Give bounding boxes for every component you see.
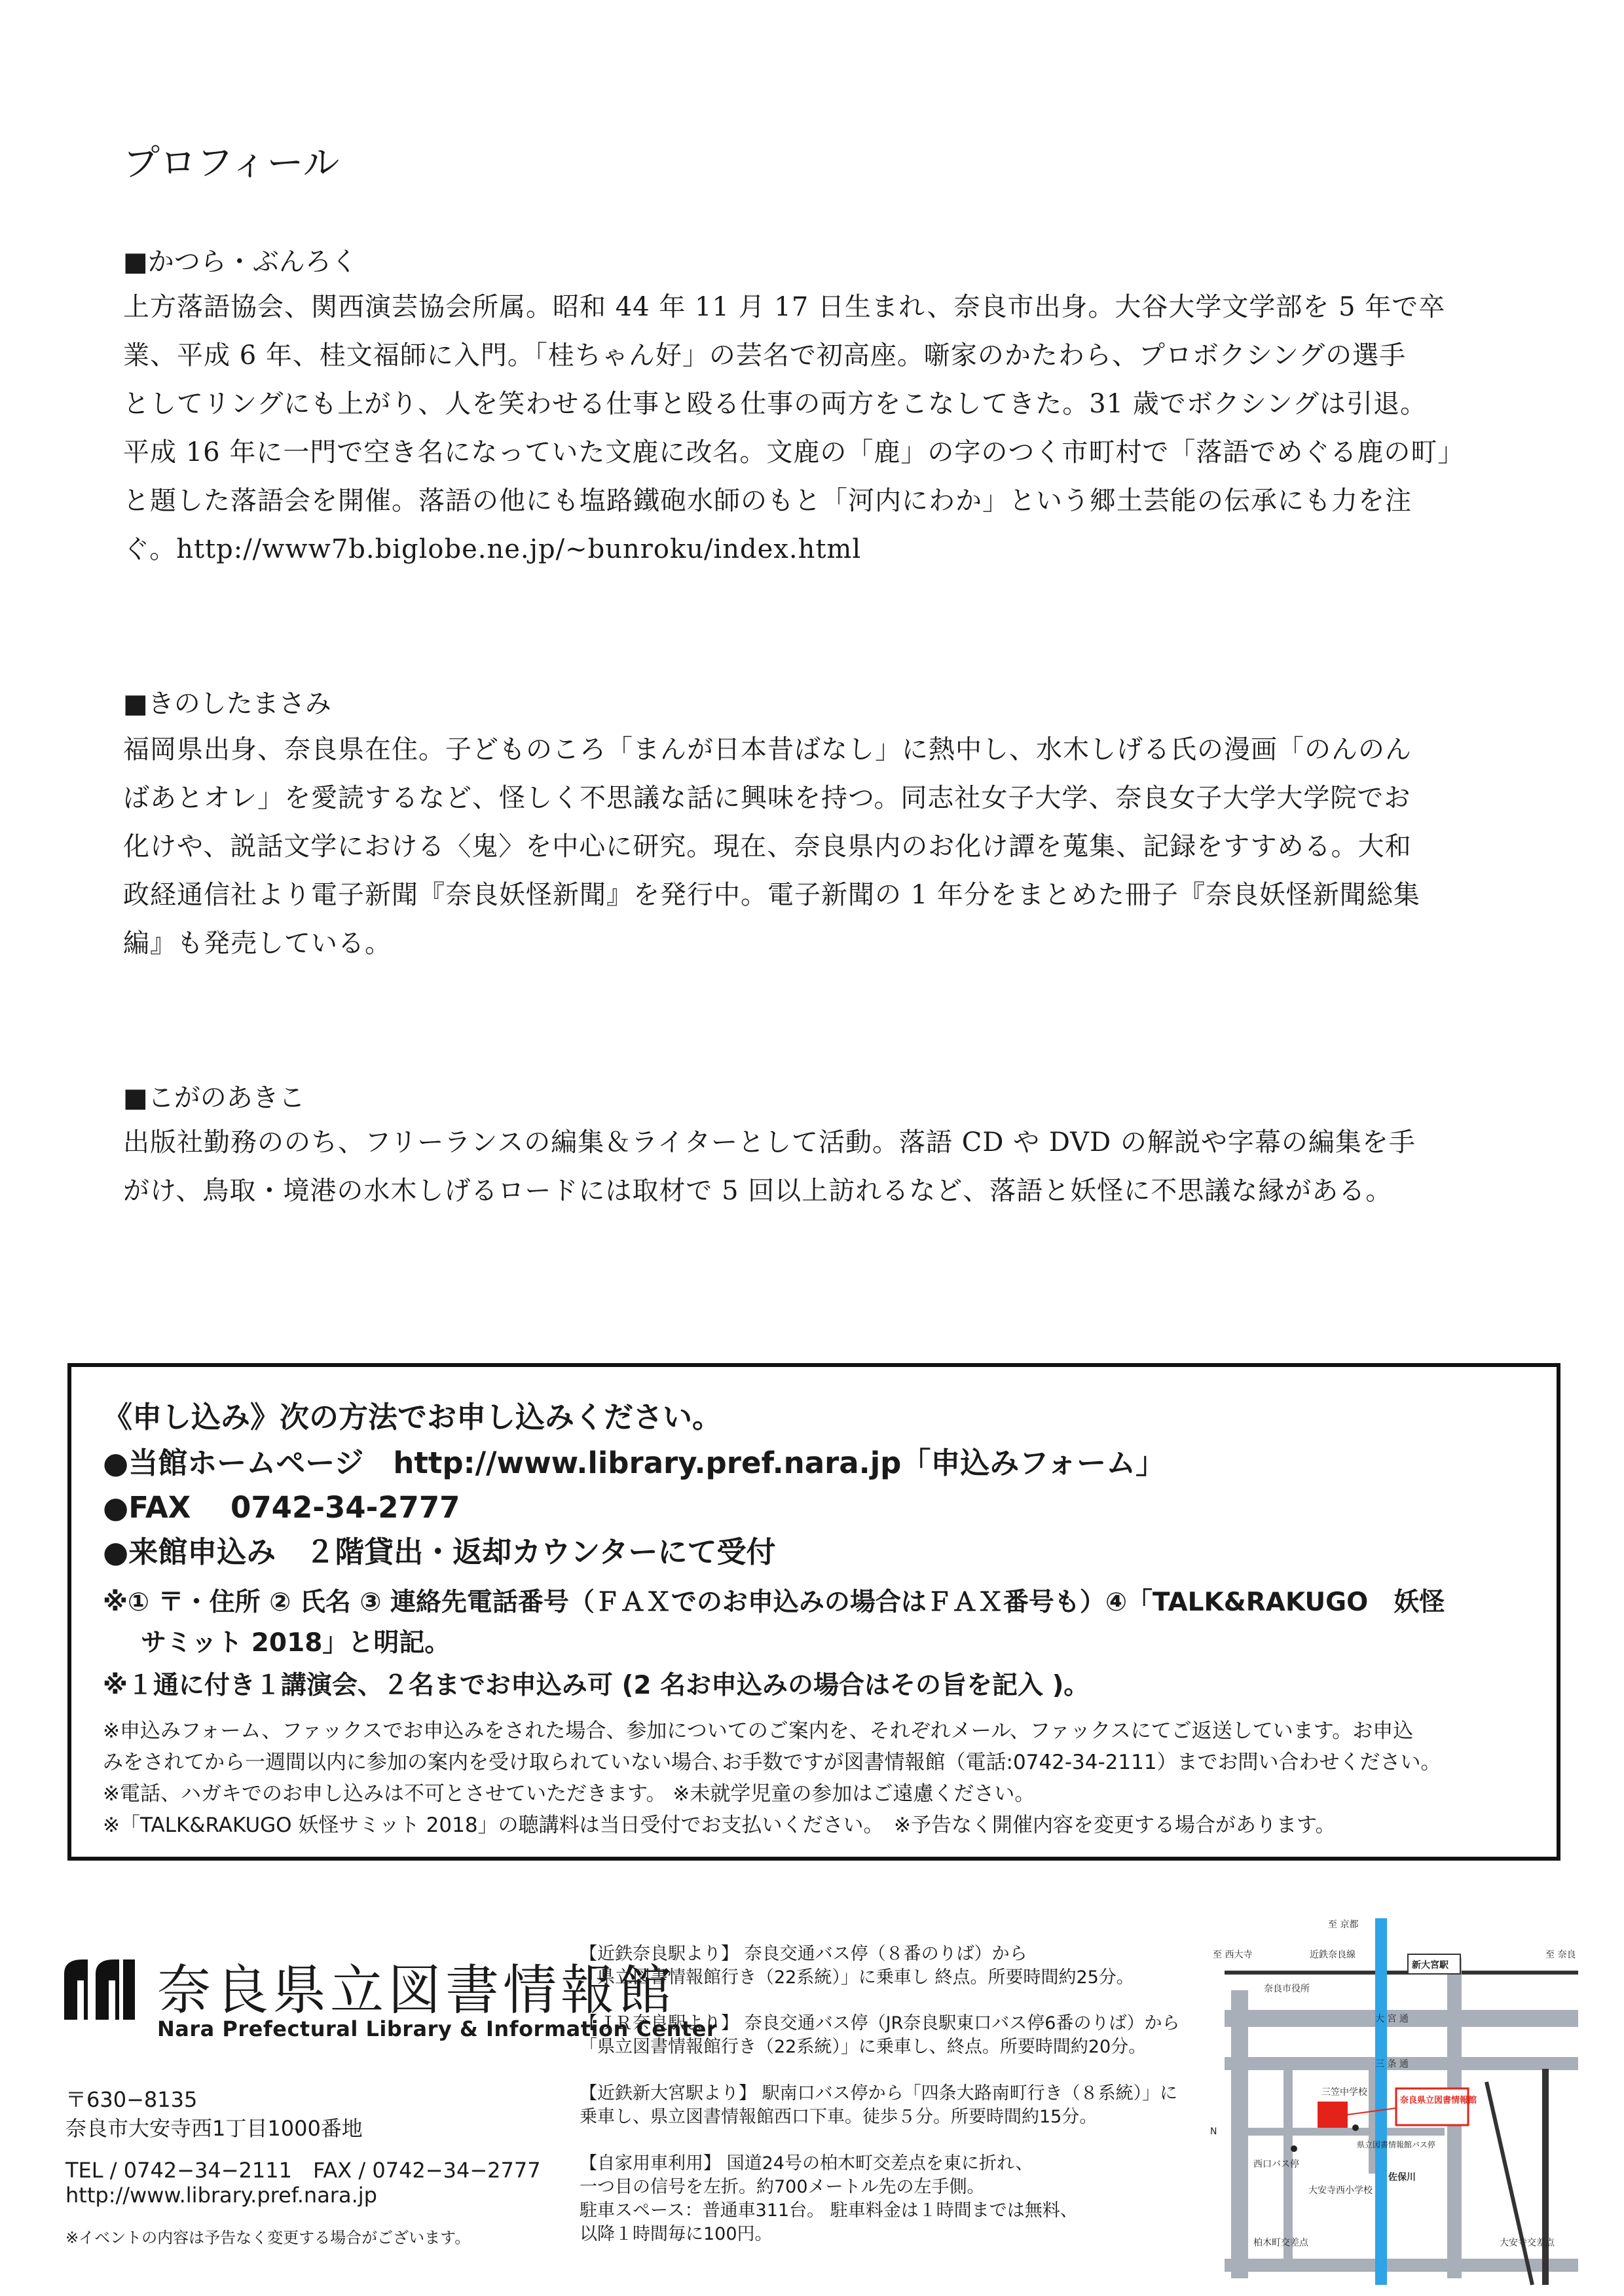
map-label: 近鉄奈良線	[1310, 1950, 1356, 1960]
access-shin-omiya	[580, 2082, 1208, 2129]
profile-body-bunroku	[123, 283, 1511, 574]
access-line: 一つ目の信号を左折。約700メートル先の左手側。	[580, 2177, 985, 2197]
access-line: 駐車スペース：普通車311台。 駐車料金は１時間までは無料、	[580, 2200, 1078, 2221]
map-label: 大安寺西小学校	[1308, 2185, 1373, 2196]
profile-line: と題した落語会を開催。落語の他にも塩路鐵砲水師のもと「河内にわか」という郷土芸能の伝承にも力を注	[123, 486, 1412, 516]
application-small-note: ※「TALK&RAKUGO 妖怪サミット 2018」の聴講料は当日受付でお支払いください。 ※予告なく開催内容を変更する場合があります。	[103, 1813, 1336, 1837]
profile-line[interactable]: ぐ。http://www7b.biglobe.ne.jp/~bunroku/index.html	[123, 534, 862, 564]
profile-line: 平成 16 年に一門で空き名になっていた文鹿に改名。文鹿の「鹿」の字のつく市町村で「落語でめぐる鹿の町」	[123, 437, 1465, 467]
map-library-callout	[1396, 2088, 1468, 2125]
access-kintetsu-nara	[580, 1942, 1208, 1990]
profile-line: 編』も発売している。	[123, 928, 392, 958]
application-visit: ●来館申込み ２階貸出・返却カウンターにて受付	[103, 1535, 776, 1569]
profile-line: ばあとオレ」を愛読するなど、怪しく不思議な話に興味を持つ。同志社女子大学、奈良女子大学大学院でお	[123, 783, 1411, 813]
profile-line: 上方落語協会、関西演芸協会所属。昭和 44 年 11 月 17 日生まれ、奈良市出身。大谷大学文学部を 5 年で卒	[123, 292, 1446, 322]
access-line: 「県立図書情報館行き（22系統）」に乗車し、終点。所要時間約20分。	[580, 2037, 1147, 2057]
profile-heading-kinoshita: ■きのしたまさみ	[123, 689, 331, 719]
profile-line: としてリングにも上がり、人を笑わせる仕事と殴る仕事の両方をこなしてきた。31 歳でボクシングは引退。	[123, 389, 1428, 419]
application-small-note: ※申込みフォーム、ファックスでお申込みをされた場合、参加についてのご案内を、それぞれメール、ファックスにてご返送しています。お申込	[103, 1719, 1414, 1743]
map-kintetsu-rail	[1225, 1971, 1578, 1975]
profile-body-kinoshita	[123, 725, 1511, 968]
profile-body-koga	[123, 1118, 1511, 1215]
map-bus-stop-icon	[1291, 2145, 1297, 2152]
application-note-items-cont: サミット 2018」と明記。	[141, 1628, 451, 1658]
access-line: 【自家用車利用】 国道24号の柏木町交差点を東に折れ、	[580, 2153, 1033, 2174]
map-library-marker	[1318, 2102, 1348, 2128]
library-address: 奈良市大安寺西1丁目1000番地	[65, 2116, 363, 2141]
map-label: 三笠中学校	[1321, 2087, 1367, 2098]
map-label: 県立図書情報館バス停	[1357, 2140, 1436, 2149]
library-url[interactable]: http://www.library.pref.nara.jp	[65, 2183, 377, 2208]
map-label: 柏木町交差点	[1253, 2238, 1308, 2248]
library-logo-icon	[58, 1954, 143, 2026]
profile-title: プロフィール	[123, 142, 340, 185]
access-line: 以降１時間毎に100円。	[580, 2224, 773, 2244]
application-note-items: ※① 〒・住所 ② 氏名 ③ 連絡先電話番号（ＦＡＸでのお申込みの場合はＦＡＸ番号も）④「TALK&RAKUGO 妖怪	[103, 1588, 1445, 1617]
map-label: 三 条 通	[1375, 2059, 1409, 2069]
map-label: 奈良県立図書情報館	[1400, 2096, 1477, 2105]
map-label: 西口バス停	[1253, 2159, 1299, 2170]
access-line: 乗車し、県立図書情報館西口下車。徒歩５分。所要時間約15分。	[580, 2107, 1098, 2127]
library-note: ※イベントの内容は予告なく変更する場合がございます。	[65, 2229, 471, 2247]
map-rail-east	[1542, 2069, 1549, 2285]
map-label: 新大宮駅	[1412, 1960, 1449, 1971]
access-line: 【近鉄新大宮駅より】 駅南口バス停から「四条大路南町行き（８系統）」に	[580, 2083, 1178, 2104]
library-postal: 〒630−8135	[65, 2087, 198, 2112]
application-note-limit: ※１通に付き１講演会、２名までお申込み可 (2 名お申込みの場合はその旨を記入 )。	[103, 1671, 1090, 1700]
map-bus-stop-icon	[1352, 2124, 1359, 2131]
profile-line: 政経通信社より電子新聞『奈良妖怪新聞』を発行中。電子新聞の 1 年分をまとめた冊子『奈良妖怪新聞総集	[123, 880, 1420, 910]
profile-line: 業、平成 6 年、桂文福師に入門。「桂ちゃん好」の芸名で初高座。噺家のかたわら、プロボクシングの選手	[123, 340, 1407, 371]
profile-line: 化けや、説話文学における〈鬼〉を中心に研究。現在、奈良県内のお化け譚を蒐集、記録をすすめる。大和	[123, 831, 1412, 862]
map-route24	[1231, 1990, 1248, 2278]
map-label: 大安寺交差点	[1500, 2238, 1555, 2248]
access-car	[580, 2152, 1208, 2246]
application-title: 《申し込み》次の方法でお申し込みください。	[103, 1400, 722, 1434]
map-label: 至 西大寺	[1213, 1950, 1253, 1960]
profile-heading-bunroku: ■かつら・ぶんろく	[123, 247, 358, 277]
map-label: 大 宮 通	[1375, 2014, 1409, 2024]
library-name-en: Nara Prefectural Library & Information Center	[157, 2016, 718, 2041]
application-box	[67, 1363, 1560, 1861]
profile-line: 福岡県出身、奈良県在住。子どものころ「まんが日本昔ばなし」に熱中し、水木しげる氏の漫画「のんのん	[123, 735, 1412, 765]
map-label: N	[1210, 2126, 1217, 2137]
access-line: 「県立図書情報館行き（22系統）」に乗車し 終点。所要時間約25分。	[580, 1967, 1134, 1988]
library-name: 奈良県立図書情報館	[157, 1959, 676, 2022]
profile-heading-koga: ■こがのあきこ	[123, 1083, 305, 1113]
access-jr-nara	[580, 2012, 1208, 2059]
application-fax: ●FAX 0742-34-2777	[103, 1490, 460, 1525]
profile-line: がけ、鳥取・境港の水木しげるロードには取材で 5 回以上訪れるなど、落語と妖怪に不思議な縁がある。	[123, 1176, 1393, 1206]
access-line: 【ＪＲ奈良駅より】 奈良交通バス停（JR奈良駅東口バス停6番のりば）から	[580, 2013, 1180, 2033]
application-small-note: みをされてから一週間以内に参加の案内を受け取られていない場合､お手数ですが図書情報館（電話:0742-34-2111）までお問い合わせください。	[103, 1751, 1441, 1774]
profile-line: 出版社勤務ののち、フリーランスの編集＆ライターとして活動。落語 CD や DVD の解説や字幕の編集を手	[123, 1127, 1416, 1157]
map-road-local	[1248, 2128, 1445, 2136]
map-river-saho	[1375, 1918, 1387, 2285]
access-line: 【近鉄奈良駅より】 奈良交通バス停（８番のりば）から	[580, 1944, 1027, 1964]
application-web[interactable]: ●当館ホームページ http://www.library.pref.nara.jp「申込みフォーム」	[103, 1446, 1166, 1480]
map-label: 佐保川	[1388, 2172, 1416, 2183]
map-label: 奈良市役所	[1264, 1984, 1310, 1994]
access-map	[1211, 1918, 1585, 2285]
map-label: 至 奈良	[1545, 1950, 1576, 1960]
application-small-note: ※電話、ハガキでのお申し込みは不可とさせていただきます。 ※未就学児童の参加はご遠慮ください。	[103, 1782, 1035, 1806]
map-label: 至 京都	[1328, 1920, 1359, 1930]
library-tel-fax: TEL / 0742−34−2111 FAX / 0742−34−2777	[65, 2158, 541, 2183]
